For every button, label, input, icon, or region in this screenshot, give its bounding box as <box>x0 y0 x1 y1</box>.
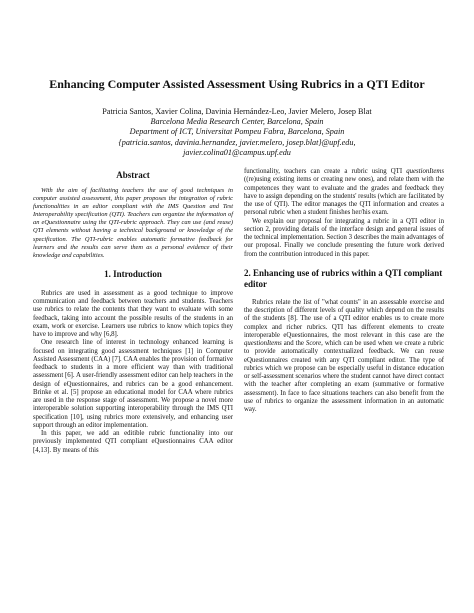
author-names: Patricia Santos, Xavier Colina, Davinia Hernández-Leo, Javier Melero, Josep Blat <box>102 107 372 116</box>
section-2-paragraph-1: Rubrics relate the list of "what counts" in an assessable exercise and the description of different levels of quality which depend on the results of the students [8]. The use of a QTI editor enables us to create more complex and richer rubrics. QTI has different elements to create interoperable eQuestionnaires, the most relevant in this case are the questionItems and the Score, which can be used when we create a rubric to provide automatically contextualized feedback. We can reuse eQuestionnaires created with any QTI compliant editor. The type of rubrics which we propose can be especially useful in distance education or self-assessment scenarios where the student cannot have direct contact with the teacher after completing an exam (summative or formative assessment). In face to face situations teachers can also benefit from the use of rubrics to organize the assessment information in an automatic way. <box>244 298 444 413</box>
paper-title: Enhancing Computer Assisted Assessment Using Rubrics in a QTI Editor <box>49 77 425 91</box>
section-1-heading: 1. Introduction <box>104 268 162 279</box>
section-2-heading: 2. Enhancing use of rubrics within a QTI compliant editor <box>244 267 443 289</box>
right-column <box>244 168 444 414</box>
author-block <box>20 107 454 158</box>
intro-paragraph-3: In this paper, we add an editible rubric functionality into our previously implemented QTI compliant eQuestionnaires CAA editor [4,13]. By means of this <box>33 430 233 454</box>
intro-paragraph-2: One research line of interest in technology enhanced learning is focused on integrating good assessment techniques [1] in Computer Assisted Assessment (CAA) [7]. CAA enables the provision of formative feedback to students in a more efficient way than with traditional assessment [6]. A user-friendly assessment editor can help teachers in the design of eQuestionnaires, and rubrics can be a good enhancement. Brinke et al. [5] propose an educational model for CAA where rubrics are used in the response stage of assessment. We propose a novel more interoperable solution supporting interoperability through the IMS QTI specification [10], using rubrics more extensively, and enhancing user support through an editor implementation. <box>33 339 233 429</box>
abstract-text: With the aim of facilitating teachers the use of good techniques in computer assisted assessment, this paper proposes the integration of rubric functionalities in an editor compliant with the IMS Question and Test Interoperability specification (QTI). Teachers can organize the information of an eQuestionnaire using the QTI-rubric approach. They can use (and reuse) QTI elements without having a technical background or knowledge of the specification. The QTI-rubric enables automatic formative feedback for learners and the results can serve them as a personal evidence of their knowledge and capabilities. <box>33 187 233 259</box>
intro-paragraph-4: We explain our proposal for integrating a rubric in a QTI editor in section 2, providing details of the interface design and general issues of the technical implementation. Section 3 describes the main advantages of our proposal. Finally we conclude presenting the future work derived from the contribution introduced in this paper. <box>244 217 444 258</box>
left-column <box>33 168 233 455</box>
abstract-heading: Abstract <box>116 170 150 180</box>
affiliation-2: Department of ICT, Universitat Pompeu Fabra, Barcelona, Spain <box>129 127 345 137</box>
author-emails-2: javier.colina01@campus.upf.edu <box>183 147 291 157</box>
intro-paragraph-3-continued: functionality, teachers can create a rubric using QTI questionItems ((re)using existing items or creating new ones), and relate them with the competences they want to evaluate and the grades and feedback they have to assign depending on the students' results (which are facilitated by the use of QTI). The editor manages the QTI information and creates a personal rubric when a student finishes her/his exam. <box>244 168 444 217</box>
affiliation-1: Barcelona Media Research Center, Barcelona, Spain <box>150 117 324 127</box>
author-emails-1: {patricia.santos, davinia.hernandez, javier.melero, josep.blat}@upf.edu, <box>118 137 356 147</box>
intro-paragraph-1: Rubrics are used in assessment as a good technique to improve communication and feedback between teachers and students. Teachers use rubrics to relate the contents that they want to evaluate with some feedback, taking into account the possible results of the students in an exam, work or exercise. Learners use rubrics to know which topics they have to improve and why [6,8]. <box>33 289 233 339</box>
